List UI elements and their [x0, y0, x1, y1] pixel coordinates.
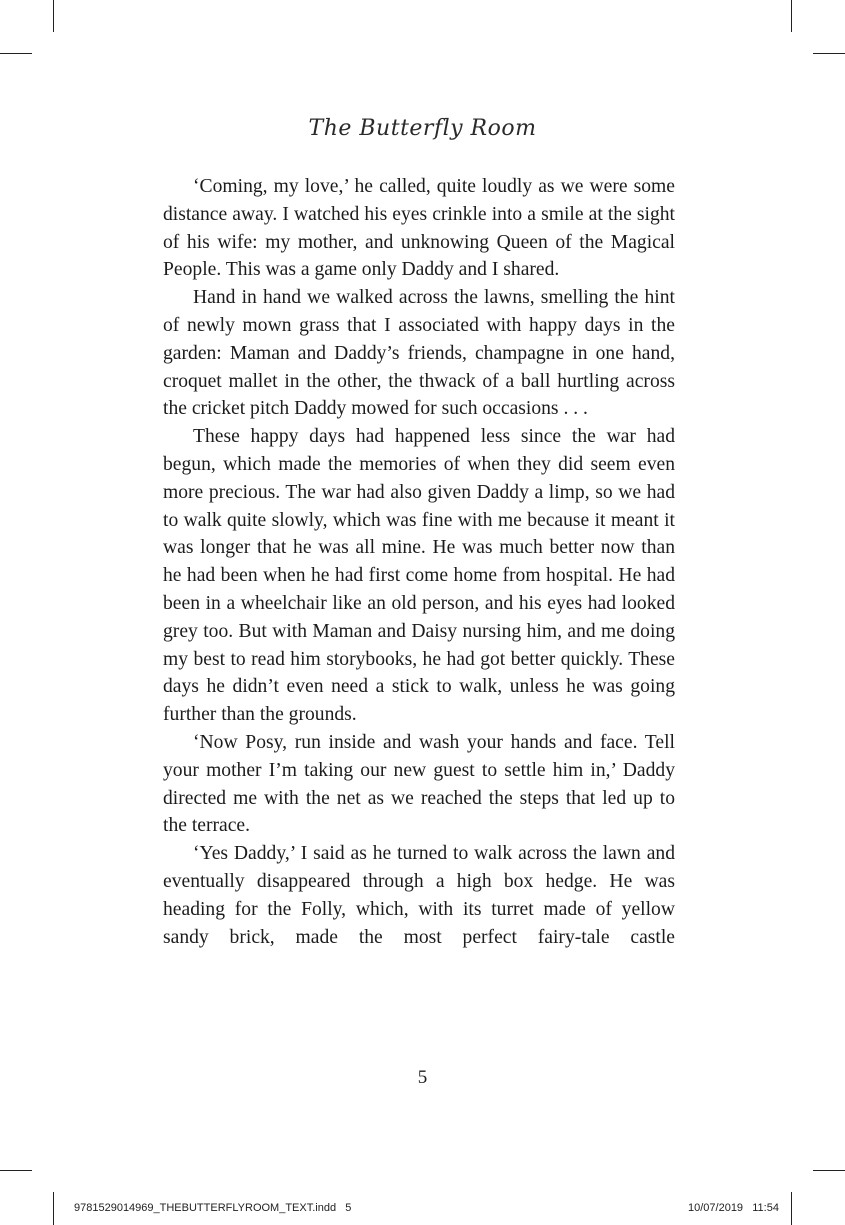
crop-mark-right-top [813, 53, 845, 54]
crop-mark-bottom-right [791, 1192, 792, 1225]
slug-filename: 9781529014969_THEBUTTERFLYROOM_TEXT.indd 5 [74, 1202, 352, 1214]
crop-mark-bottom-left [53, 1192, 54, 1225]
crop-mark-top-right [791, 0, 792, 32]
crop-mark-left-bottom [0, 1170, 32, 1171]
body-text [163, 173, 675, 951]
crop-mark-left-top [0, 53, 32, 54]
running-head: The Butterfly Room [308, 116, 537, 141]
paragraph-2: Hand in hand we walked across the lawns, smelling the hint of newly mown grass that I associated with happy days in the garden: Maman and Daddy’s friends, champagne in one hand, croquet mallet in the other, the thwack of a ball hurtling across the cricket pitch Daddy mowed for such occasions . . . [163, 287, 675, 420]
crop-mark-right-bottom [813, 1170, 845, 1171]
crop-mark-top-left [53, 0, 54, 32]
paragraph-5: ‘Yes Daddy,’ I said as he turned to walk across the lawn and eventually disappeared through a high box hedge. He was heading for the Folly, which, with its turret made of yellow sandy brick, made the most perfect fairy-tale castle [163, 843, 675, 948]
paragraph-1: ‘Coming, my love,’ he called, quite loudly as we were some distance away. I watched his eyes crinkle into a smile at the sight of his wife: my mother, and unknowing Queen of the Magical People. This was a game only Daddy and I shared. [163, 176, 675, 281]
slug-datetime: 10/07/2019 11:54 [688, 1202, 779, 1214]
paragraph-3: These happy days had happened less since the war had begun, which made the memories of when they did seem even more precious. The war had also given Daddy a limp, so we had to walk quite slowly, which was fine with me because it meant it was longer that he was all mine. He was much better now than he had been when he had first come home from hospital. He had been in a wheelchair like an old person, and his eyes had looked grey too. But with Maman and Daisy nursing him, and me doing my best to read him storybooks, he had got better quickly. These days he didn’t even need a stick to walk, unless he was going further than the grounds. [163, 426, 675, 726]
paragraph-4: ‘Now Posy, run inside and wash your hands and face. Tell your mother I’m taking our new guest to settle him in,’ Daddy directed me with the net as we reached the steps that led up to the terrace. [163, 731, 675, 837]
page-number: 5 [417, 1067, 428, 1088]
